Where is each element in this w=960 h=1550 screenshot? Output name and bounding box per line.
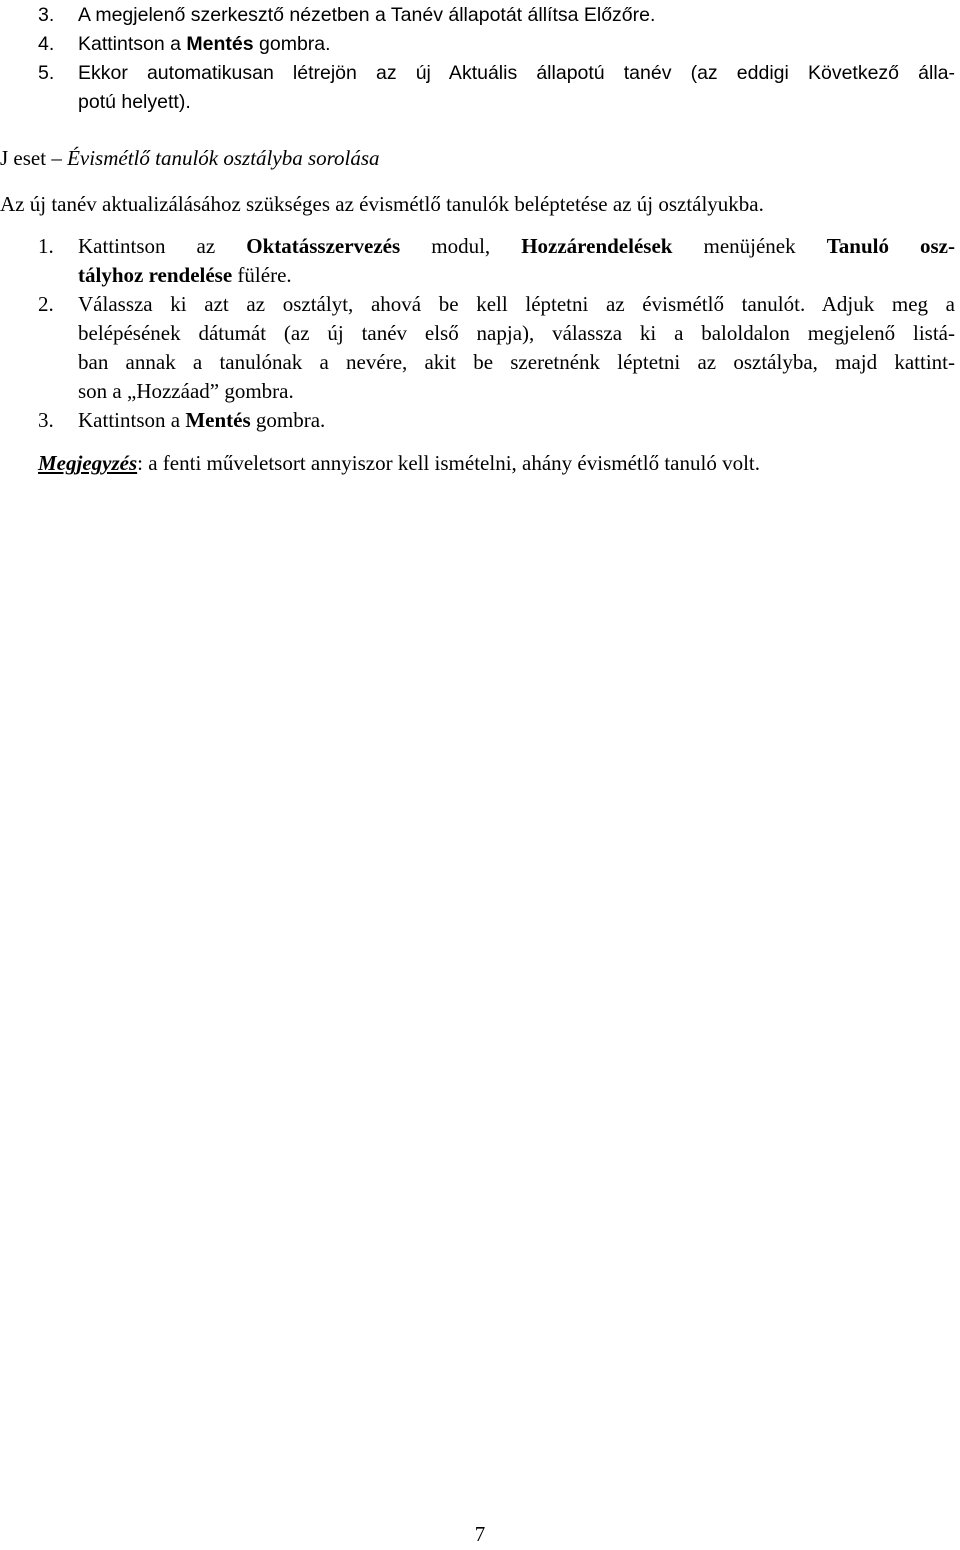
- page-number: 7: [474, 1522, 486, 1546]
- document-page: 3. A megjelenő szerkesztő nézetben a Tanév állapotát állítsa Előzőre. 4. Kattintson a Mentés gombra. 5. Ekkor automatikusan létrejön az új Aktuális állapotú tanév (az eddigi Következő álla- potú helyett). J eset – Évismétlő tanulók osztályba sorolása Az új tanév aktualizálásához szükséges az évismétlő tanulók beléptetése az új osztályukba. 1. Kattintson az Oktatásszervezés modul, Hozzárendelések menüjének Tanuló osz- tályhoz rendelése fülére. 2. Válassza ki azt az osztályt, ahová be kell léptetni az évismétlő tanulót. Adjuk meg a belépésének dátumát (az új tanév első napja), válassza ki a baloldalon megjelenő listá- ban annak a tanulónak a nevére, akit be szeretnénk léptetni az osztályba, majd kattint- son a „Hozzáad” gombra. 3. Kattintson a Mentés gombra. Megjegyzés: a fenti műveletsort annyiszor kell ismételni, ahány évismétlő tanuló volt. 7: [0, 0, 960, 1550]
